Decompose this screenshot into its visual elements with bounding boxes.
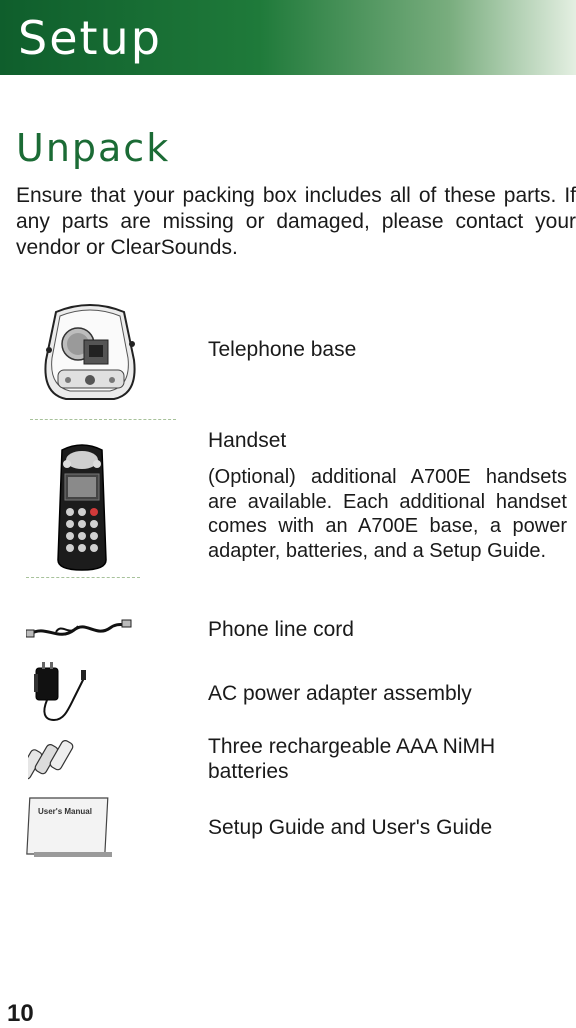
page-title: Setup: [18, 11, 162, 65]
section-title: Unpack: [16, 126, 171, 170]
item-label-power-adapter: AC power adapter assembly: [208, 682, 472, 705]
item-label-manual: Setup Guide and User's Guide: [208, 816, 493, 839]
item-label-handset: Handset: [208, 429, 287, 452]
phone-cord-icon: [26, 612, 132, 648]
page-number: 10: [7, 1000, 34, 1027]
batteries-icon: [28, 736, 76, 780]
manual-cover-text: User's Manual: [38, 807, 92, 816]
item-note-handset: (Optional) additional A700E handsets are available. Each additional handset comes with an A700E base, a power adapter, batteries, and a Setup Guide.: [208, 466, 567, 562]
intro-paragraph: Ensure that your packing box includes all of these parts. If any parts are missing or damaged, please contact your vendor or ClearSounds.: [16, 184, 576, 259]
telephone-base-icon: [38, 300, 142, 402]
item-label-batteries: Three rechargeable AAA NiMH batteries: [208, 735, 496, 783]
power-adapter-icon: [30, 660, 92, 726]
header-banner: [0, 0, 576, 75]
handset-icon: [54, 440, 110, 572]
item-label-phone-cord: Phone line cord: [208, 618, 354, 641]
item-label-telephone-base: Telephone base: [208, 338, 357, 361]
divider: [30, 419, 176, 420]
divider: [26, 577, 140, 578]
manual-icon: [26, 794, 112, 860]
